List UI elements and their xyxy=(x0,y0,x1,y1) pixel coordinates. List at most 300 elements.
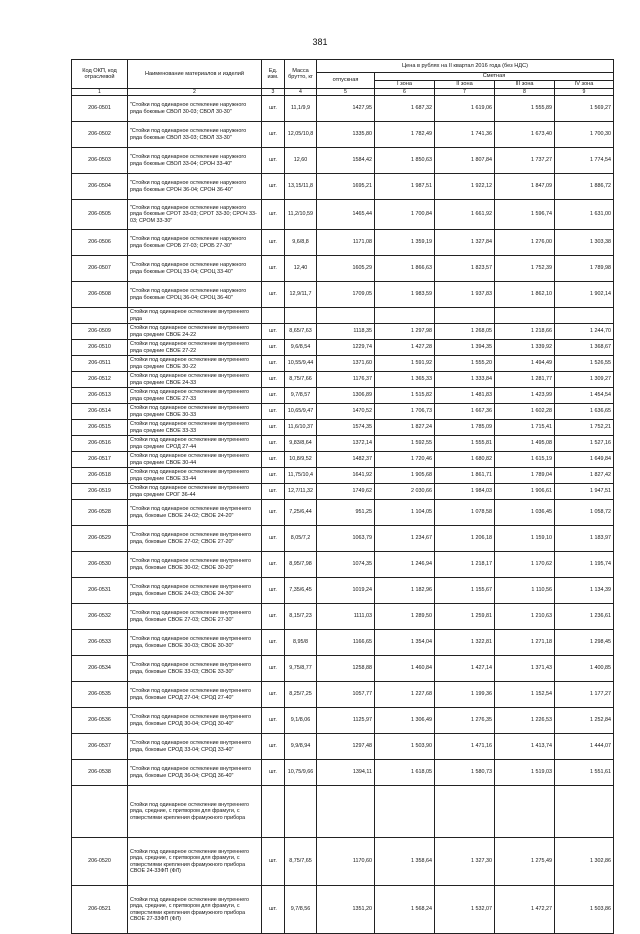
row-price-release: 1641,92 xyxy=(317,468,375,484)
row-price-zone-2: 1 481,83 xyxy=(435,388,495,404)
row-unit: шт. xyxy=(262,388,285,404)
row-price-zone-2: 1 276,35 xyxy=(435,708,495,734)
row-price-zone-4: 1 134,39 xyxy=(555,578,614,604)
row-price-zone-3: 1 281,77 xyxy=(495,372,555,388)
row-price-release: 1258,88 xyxy=(317,656,375,682)
row-mass: 9,7/8,56 xyxy=(285,886,317,934)
row-name: Стойки под одинарное остекление внутреннего ряда, средние, с притвором для фрамуги, с отверстиями крепления фрамужного прибора СВОЕ 27-33ФП (ФЛ) xyxy=(128,886,262,934)
table-row xyxy=(72,500,614,526)
row-unit: шт. xyxy=(262,484,285,500)
row-name: "Стойки под одинарное остекление наружного ряда боковые СВОЛ 33-04; СРОН 33-40" xyxy=(128,148,262,174)
row-price-zone-4: 1 886,72 xyxy=(555,174,614,200)
row-code: 206-0536 xyxy=(72,708,128,734)
table-row xyxy=(72,372,614,388)
row-price-zone-2: 1 155,67 xyxy=(435,578,495,604)
row-price-release xyxy=(317,786,375,838)
table-row xyxy=(72,148,614,174)
row-price-zone-4: 1 252,84 xyxy=(555,708,614,734)
row-price-zone-2: 1 667,36 xyxy=(435,404,495,420)
row-price-zone-4: 1 631,00 xyxy=(555,200,614,230)
row-price-zone-1: 2 030,66 xyxy=(375,484,435,500)
row-price-zone-3: 1 271,18 xyxy=(495,630,555,656)
row-price-zone-4 xyxy=(555,308,614,324)
header-zone-3: III зона xyxy=(495,81,555,89)
table-row xyxy=(72,604,614,630)
row-name: Стойки под одинарное остекление внутреннего ряда средние СРОД 27-44 xyxy=(128,436,262,452)
row-price-zone-4: 1 503,86 xyxy=(555,886,614,934)
row-price-release: 1470,52 xyxy=(317,404,375,420)
row-price-zone-1: 1 706,73 xyxy=(375,404,435,420)
row-unit: шт. xyxy=(262,96,285,122)
table-row xyxy=(72,356,614,372)
row-mass: 9,9/8,94 xyxy=(285,734,317,760)
row-price-zone-1 xyxy=(375,786,435,838)
row-unit: шт. xyxy=(262,526,285,552)
row-mass: 11,1/9,9 xyxy=(285,96,317,122)
row-code: 206-0501 xyxy=(72,96,128,122)
header-zone-1: I зона xyxy=(375,81,435,89)
row-price-release: 1709,05 xyxy=(317,282,375,308)
row-price-release xyxy=(317,308,375,324)
row-price-zone-1: 1 365,33 xyxy=(375,372,435,388)
row-mass: 8,75/7,66 xyxy=(285,372,317,388)
row-price-zone-2: 1 078,58 xyxy=(435,500,495,526)
header-code: Код ОКП, код отраслевой xyxy=(72,60,128,89)
row-price-zone-3: 1 275,49 xyxy=(495,838,555,886)
row-code: 206-0529 xyxy=(72,526,128,552)
row-price-zone-1: 1 591,92 xyxy=(375,356,435,372)
row-code: 206-0514 xyxy=(72,404,128,420)
row-price-zone-4: 1 298,45 xyxy=(555,630,614,656)
row-unit: шт. xyxy=(262,552,285,578)
row-price-zone-2: 1 580,73 xyxy=(435,760,495,786)
row-unit: шт. xyxy=(262,630,285,656)
row-code: 206-0531 xyxy=(72,578,128,604)
row-price-zone-1: 1 234,67 xyxy=(375,526,435,552)
row-code: 206-0534 xyxy=(72,656,128,682)
row-code: 206-0521 xyxy=(72,886,128,934)
row-price-zone-4: 1 368,67 xyxy=(555,340,614,356)
row-price-zone-3 xyxy=(495,308,555,324)
row-code: 206-0510 xyxy=(72,340,128,356)
table-row xyxy=(72,404,614,420)
row-price-zone-3: 1 472,27 xyxy=(495,886,555,934)
row-mass: 7,25/6,44 xyxy=(285,500,317,526)
row-price-zone-1: 1 104,05 xyxy=(375,500,435,526)
row-price-release: 1394,11 xyxy=(317,760,375,786)
header-release: отпускная xyxy=(317,73,375,89)
row-mass: 12,60 xyxy=(285,148,317,174)
row-price-zone-4: 1 947,51 xyxy=(555,484,614,500)
row-name: "Стойки под одинарное остекление внутреннего ряда, боковые СРОД 33-04; СРОД 33-40" xyxy=(128,734,262,760)
row-code: 206-0513 xyxy=(72,388,128,404)
table-row xyxy=(72,420,614,436)
row-price-zone-3: 1 862,10 xyxy=(495,282,555,308)
row-code: 206-0532 xyxy=(72,604,128,630)
row-price-release: 1749,62 xyxy=(317,484,375,500)
row-price-release: 1111,03 xyxy=(317,604,375,630)
row-price-zone-3: 1 339,92 xyxy=(495,340,555,356)
row-price-zone-2: 1 807,84 xyxy=(435,148,495,174)
row-price-zone-4: 1 195,74 xyxy=(555,552,614,578)
row-mass: 9,83/8,64 xyxy=(285,436,317,452)
row-price-release: 1229,74 xyxy=(317,340,375,356)
row-price-release: 1019,24 xyxy=(317,578,375,604)
row-code: 206-0506 xyxy=(72,230,128,256)
table-row xyxy=(72,760,614,786)
row-code: 206-0535 xyxy=(72,682,128,708)
row-mass: 12,7/11,32 xyxy=(285,484,317,500)
row-price-zone-3: 1 789,04 xyxy=(495,468,555,484)
row-mass: 8,65/7,63 xyxy=(285,324,317,340)
row-price-zone-1: 1 827,24 xyxy=(375,420,435,436)
row-price-release: 1482,37 xyxy=(317,452,375,468)
row-price-zone-4: 1 400,85 xyxy=(555,656,614,682)
row-code: 206-0512 xyxy=(72,372,128,388)
table-row xyxy=(72,734,614,760)
table-row xyxy=(72,578,614,604)
row-price-zone-3: 1 495,08 xyxy=(495,436,555,452)
row-unit: шт. xyxy=(262,708,285,734)
row-price-release: 1605,29 xyxy=(317,256,375,282)
row-price-zone-3: 1 519,03 xyxy=(495,760,555,786)
row-name: Стойки под одинарное остекление внутреннего ряда средние СВОЕ 30-33 xyxy=(128,404,262,420)
row-price-zone-2: 1 206,18 xyxy=(435,526,495,552)
row-mass: 9,7/8,57 xyxy=(285,388,317,404)
row-price-zone-2: 1 259,81 xyxy=(435,604,495,630)
row-unit: шт. xyxy=(262,148,285,174)
row-price-zone-1: 1 227,68 xyxy=(375,682,435,708)
row-unit: шт. xyxy=(262,838,285,886)
row-mass: 13,15/11,8 xyxy=(285,174,317,200)
row-price-zone-3: 1 906,61 xyxy=(495,484,555,500)
row-name: Стойки под одинарное остекление внутреннего ряда средние СРОГ 36-44 xyxy=(128,484,262,500)
col-number: 3 xyxy=(262,89,285,96)
row-code: 206-0508 xyxy=(72,282,128,308)
header-zone-2: II зона xyxy=(435,81,495,89)
row-price-release: 1297,48 xyxy=(317,734,375,760)
row-price-zone-3: 1 152,54 xyxy=(495,682,555,708)
row-name: Стойки под одинарное остекление внутреннего ряда средние СВОЕ 24-33 xyxy=(128,372,262,388)
row-mass: 10,8/9,52 xyxy=(285,452,317,468)
row-price-release: 951,25 xyxy=(317,500,375,526)
row-name: Стойки под одинарное остекление внутреннего ряда xyxy=(128,308,262,324)
row-code: 206-0517 xyxy=(72,452,128,468)
row-code: 206-0528 xyxy=(72,500,128,526)
row-mass xyxy=(285,308,317,324)
row-price-zone-2: 1 984,03 xyxy=(435,484,495,500)
row-price-zone-2: 1 218,17 xyxy=(435,552,495,578)
table-row xyxy=(72,340,614,356)
row-price-zone-4: 1 774,54 xyxy=(555,148,614,174)
row-code: 206-0537 xyxy=(72,734,128,760)
row-price-zone-4: 1 551,61 xyxy=(555,760,614,786)
row-unit: шт. xyxy=(262,122,285,148)
row-price-zone-4: 1 177,27 xyxy=(555,682,614,708)
row-price-zone-1: 1 289,50 xyxy=(375,604,435,630)
row-price-zone-1: 1 983,59 xyxy=(375,282,435,308)
row-price-zone-4: 1 309,27 xyxy=(555,372,614,388)
col-number: 5 xyxy=(317,89,375,96)
row-mass: 10,65/9,47 xyxy=(285,404,317,420)
row-price-zone-1: 1 905,68 xyxy=(375,468,435,484)
row-unit: шт. xyxy=(262,174,285,200)
row-unit: шт. xyxy=(262,420,285,436)
row-price-zone-4: 1 303,38 xyxy=(555,230,614,256)
row-price-zone-2: 1 532,07 xyxy=(435,886,495,934)
row-price-release: 1372,14 xyxy=(317,436,375,452)
row-price-zone-4: 1 527,16 xyxy=(555,436,614,452)
row-unit: шт. xyxy=(262,682,285,708)
row-price-zone-3: 1 715,41 xyxy=(495,420,555,436)
row-price-zone-4: 1 789,98 xyxy=(555,256,614,282)
row-code: 206-0509 xyxy=(72,324,128,340)
row-price-zone-3: 1 752,39 xyxy=(495,256,555,282)
row-unit: шт. xyxy=(262,760,285,786)
row-price-zone-1: 1 297,98 xyxy=(375,324,435,340)
row-price-zone-2: 1 327,30 xyxy=(435,838,495,886)
row-mass: 9,6/8,54 xyxy=(285,340,317,356)
row-code: 206-0511 xyxy=(72,356,128,372)
table-row xyxy=(72,308,614,324)
row-price-zone-4: 1 827,42 xyxy=(555,468,614,484)
row-name: "Стойки под одинарное остекление внутреннего ряда, боковые СВОЕ 24-02; СВОЕ 24-20" xyxy=(128,500,262,526)
row-price-zone-3: 1 036,45 xyxy=(495,500,555,526)
row-price-zone-1: 1 503,90 xyxy=(375,734,435,760)
table-row xyxy=(72,838,614,886)
row-name: Стойки под одинарное остекление внутреннего ряда средние СВОЕ 27-33 xyxy=(128,388,262,404)
table-row xyxy=(72,200,614,230)
row-unit: шт. xyxy=(262,282,285,308)
table-row xyxy=(72,552,614,578)
table-row xyxy=(72,468,614,484)
row-code: 206-0503 xyxy=(72,148,128,174)
row-code: 206-0505 xyxy=(72,200,128,230)
table-row xyxy=(72,230,614,256)
row-mass: 9,6/8,8 xyxy=(285,230,317,256)
row-code: 206-0518 xyxy=(72,468,128,484)
price-table xyxy=(71,59,614,934)
table-row xyxy=(72,174,614,200)
row-price-zone-3: 1 159,10 xyxy=(495,526,555,552)
row-price-release: 1176,37 xyxy=(317,372,375,388)
row-price-zone-2 xyxy=(435,308,495,324)
row-price-release: 1335,80 xyxy=(317,122,375,148)
row-price-zone-4: 1 236,61 xyxy=(555,604,614,630)
row-price-zone-1: 1 354,04 xyxy=(375,630,435,656)
row-price-zone-4: 1 444,07 xyxy=(555,734,614,760)
row-price-release: 1074,35 xyxy=(317,552,375,578)
row-price-zone-4: 1 752,21 xyxy=(555,420,614,436)
row-name: Стойки под одинарное остекление внутреннего ряда средние СВОЕ 30-22 xyxy=(128,356,262,372)
header-delivery: Сметная xyxy=(375,73,614,81)
row-name: "Стойки под одинарное остекление внутреннего ряда, боковые СРОД 27-04; СРОД 27-40" xyxy=(128,682,262,708)
row-price-zone-3: 1 226,53 xyxy=(495,708,555,734)
row-price-release: 1371,60 xyxy=(317,356,375,372)
row-price-zone-3: 1 218,66 xyxy=(495,324,555,340)
row-price-zone-3: 1 371,43 xyxy=(495,656,555,682)
row-name: Стойки под одинарное остекление внутреннего ряда, средние, с притвором для фрамуги, с отверстиями крепления фрамужного прибора СВОЕ 24-33ФП (ФЛ) xyxy=(128,838,262,886)
row-price-zone-2: 1 680,82 xyxy=(435,452,495,468)
row-mass: 12,05/10,8 xyxy=(285,122,317,148)
row-price-zone-3: 1 170,62 xyxy=(495,552,555,578)
row-mass: 11,2/10,59 xyxy=(285,200,317,230)
table-row xyxy=(72,484,614,500)
row-mass: 12,9/11,7 xyxy=(285,282,317,308)
table-row xyxy=(72,708,614,734)
col-number: 7 xyxy=(435,89,495,96)
table-row xyxy=(72,886,614,934)
row-unit: шт. xyxy=(262,256,285,282)
row-mass: 10,75/9,66 xyxy=(285,760,317,786)
row-mass: 8,25/7,25 xyxy=(285,682,317,708)
row-price-zone-3: 1 210,63 xyxy=(495,604,555,630)
row-name: Стойки под одинарное остекление внутреннего ряда средние СВОЕ 30-44 xyxy=(128,452,262,468)
row-name: "Стойки под одинарное остекление наружного ряда боковые СРОТ 33-03; СРОТ 33-30; СРОЧ 33-03; СРОМ 33-30" xyxy=(128,200,262,230)
table-row xyxy=(72,122,614,148)
row-price-zone-3: 1 110,56 xyxy=(495,578,555,604)
row-price-zone-4: 1 902,14 xyxy=(555,282,614,308)
row-price-zone-1: 1 618,05 xyxy=(375,760,435,786)
row-price-zone-2: 1 199,36 xyxy=(435,682,495,708)
row-price-zone-2: 1 937,83 xyxy=(435,282,495,308)
row-name: "Стойки под одинарное остекление наружного ряда боковые СВОЛ 33-03; СВОЛ 33-30" xyxy=(128,122,262,148)
row-price-zone-3 xyxy=(495,786,555,838)
row-price-zone-1: 1 460,84 xyxy=(375,656,435,682)
row-price-zone-2: 1 922,12 xyxy=(435,174,495,200)
row-mass: 8,05/7,2 xyxy=(285,526,317,552)
row-name: "Стойки под одинарное остекление внутреннего ряда, боковые СРОД 30-04; СРОД 30-40" xyxy=(128,708,262,734)
row-price-zone-1 xyxy=(375,308,435,324)
table-row xyxy=(72,786,614,838)
row-code: 206-0538 xyxy=(72,760,128,786)
row-name: "Стойки под одинарное остекление внутреннего ряда, боковые СВОЕ 27-03; СВОЕ 27-30" xyxy=(128,604,262,630)
row-price-zone-1: 1 592,55 xyxy=(375,436,435,452)
row-price-zone-3: 1 555,89 xyxy=(495,96,555,122)
row-price-zone-2: 1 861,71 xyxy=(435,468,495,484)
row-price-release: 1057,77 xyxy=(317,682,375,708)
row-price-zone-2: 1 823,57 xyxy=(435,256,495,282)
row-code xyxy=(72,308,128,324)
row-price-zone-4: 1 526,55 xyxy=(555,356,614,372)
row-price-zone-1: 1 515,82 xyxy=(375,388,435,404)
row-name: "Стойки под одинарное остекление наружного ряда боковые СРОЦ 33-04; СРОЦ 33-40" xyxy=(128,256,262,282)
row-price-zone-4: 1 058,72 xyxy=(555,500,614,526)
row-name: "Стойки под одинарное остекление внутреннего ряда, боковые СВОЕ 33-03; СВОЕ 33-30" xyxy=(128,656,262,682)
row-name: Стойки под одинарное остекление внутреннего ряда средние СВОЕ 33-33 xyxy=(128,420,262,436)
row-unit: шт. xyxy=(262,356,285,372)
row-price-zone-1: 1 182,96 xyxy=(375,578,435,604)
row-price-release: 1351,20 xyxy=(317,886,375,934)
table-row xyxy=(72,96,614,122)
table-row xyxy=(72,630,614,656)
row-price-release: 1170,60 xyxy=(317,838,375,886)
row-price-zone-2: 1 619,06 xyxy=(435,96,495,122)
row-name: "Стойки под одинарное остекление внутреннего ряда, боковые СВОЕ 27-02; СВОЕ 27-20" xyxy=(128,526,262,552)
row-price-zone-4: 1 636,65 xyxy=(555,404,614,420)
row-unit: шт. xyxy=(262,436,285,452)
table-row xyxy=(72,256,614,282)
row-price-zone-3: 1 276,00 xyxy=(495,230,555,256)
row-price-release: 1465,44 xyxy=(317,200,375,230)
row-price-zone-3: 1 423,99 xyxy=(495,388,555,404)
row-price-zone-4: 1 569,27 xyxy=(555,96,614,122)
row-price-zone-1: 1 306,49 xyxy=(375,708,435,734)
row-mass: 8,15/7,23 xyxy=(285,604,317,630)
table-row xyxy=(72,436,614,452)
row-price-zone-1: 1 782,49 xyxy=(375,122,435,148)
row-name: "Стойки под одинарное остекление наружного ряда боковые СРОЦ 36-04; СРОЦ 36-40" xyxy=(128,282,262,308)
row-unit: шт. xyxy=(262,200,285,230)
row-price-zone-2: 1 268,05 xyxy=(435,324,495,340)
row-name: "Стойки под одинарное остекление наружного ряда боковые СРОБ 27-03; СРОБ 27-30" xyxy=(128,230,262,256)
col-number: 9 xyxy=(555,89,614,96)
row-code: 206-0533 xyxy=(72,630,128,656)
row-unit: шт. xyxy=(262,604,285,630)
row-price-zone-1: 1 359,19 xyxy=(375,230,435,256)
row-price-zone-4: 1 244,70 xyxy=(555,324,614,340)
row-unit: шт. xyxy=(262,324,285,340)
row-price-zone-2: 1 785,09 xyxy=(435,420,495,436)
header-name: Наименование материалов и изделий xyxy=(128,60,262,89)
col-number: 4 xyxy=(285,89,317,96)
row-mass: 11,75/10,4 xyxy=(285,468,317,484)
row-unit: шт. xyxy=(262,372,285,388)
row-code: 206-0530 xyxy=(72,552,128,578)
table-row xyxy=(72,452,614,468)
row-price-zone-2: 1 427,14 xyxy=(435,656,495,682)
row-code: 206-0502 xyxy=(72,122,128,148)
row-price-zone-3: 1 494,49 xyxy=(495,356,555,372)
header-price-title: Цена в рублях на II квартал 2016 года (без НДС) xyxy=(317,60,614,73)
row-price-zone-1: 1 427,28 xyxy=(375,340,435,356)
row-price-zone-1: 1 246,94 xyxy=(375,552,435,578)
row-price-zone-2: 1 471,16 xyxy=(435,734,495,760)
row-price-zone-4: 1 454,54 xyxy=(555,388,614,404)
row-name: Стойки под одинарное остекление внутреннего ряда средние СВОЕ 33-44 xyxy=(128,468,262,484)
row-price-release: 1574,35 xyxy=(317,420,375,436)
row-price-zone-1: 1 700,84 xyxy=(375,200,435,230)
row-code: 206-0515 xyxy=(72,420,128,436)
row-price-zone-2: 1 333,84 xyxy=(435,372,495,388)
row-name: "Стойки под одинарное остекление наружного ряда боковые СВОЛ 30-03; СВОЛ 30-30" xyxy=(128,96,262,122)
row-price-zone-2 xyxy=(435,786,495,838)
table-row xyxy=(72,526,614,552)
row-unit: шт. xyxy=(262,230,285,256)
row-unit xyxy=(262,786,285,838)
row-unit: шт. xyxy=(262,578,285,604)
row-price-zone-4: 1 302,86 xyxy=(555,838,614,886)
row-price-zone-2: 1 322,81 xyxy=(435,630,495,656)
row-price-zone-4: 1 700,30 xyxy=(555,122,614,148)
row-code: 206-0519 xyxy=(72,484,128,500)
row-price-zone-3: 1 847,09 xyxy=(495,174,555,200)
table-row xyxy=(72,656,614,682)
row-price-zone-1: 1 866,63 xyxy=(375,256,435,282)
row-price-zone-4 xyxy=(555,786,614,838)
row-mass: 8,95/7,98 xyxy=(285,552,317,578)
row-price-zone-4: 1 649,84 xyxy=(555,452,614,468)
row-name: "Стойки под одинарное остекление внутреннего ряда, боковые СВОЕ 24-03; СВОЕ 24-30" xyxy=(128,578,262,604)
row-code: 206-0520 xyxy=(72,838,128,886)
row-mass: 11,6/10,37 xyxy=(285,420,317,436)
row-price-zone-1: 1 568,24 xyxy=(375,886,435,934)
row-price-zone-3: 1 602,28 xyxy=(495,404,555,420)
row-unit: шт. xyxy=(262,452,285,468)
row-mass: 8,95/8 xyxy=(285,630,317,656)
col-number: 8 xyxy=(495,89,555,96)
row-price-release: 1118,35 xyxy=(317,324,375,340)
